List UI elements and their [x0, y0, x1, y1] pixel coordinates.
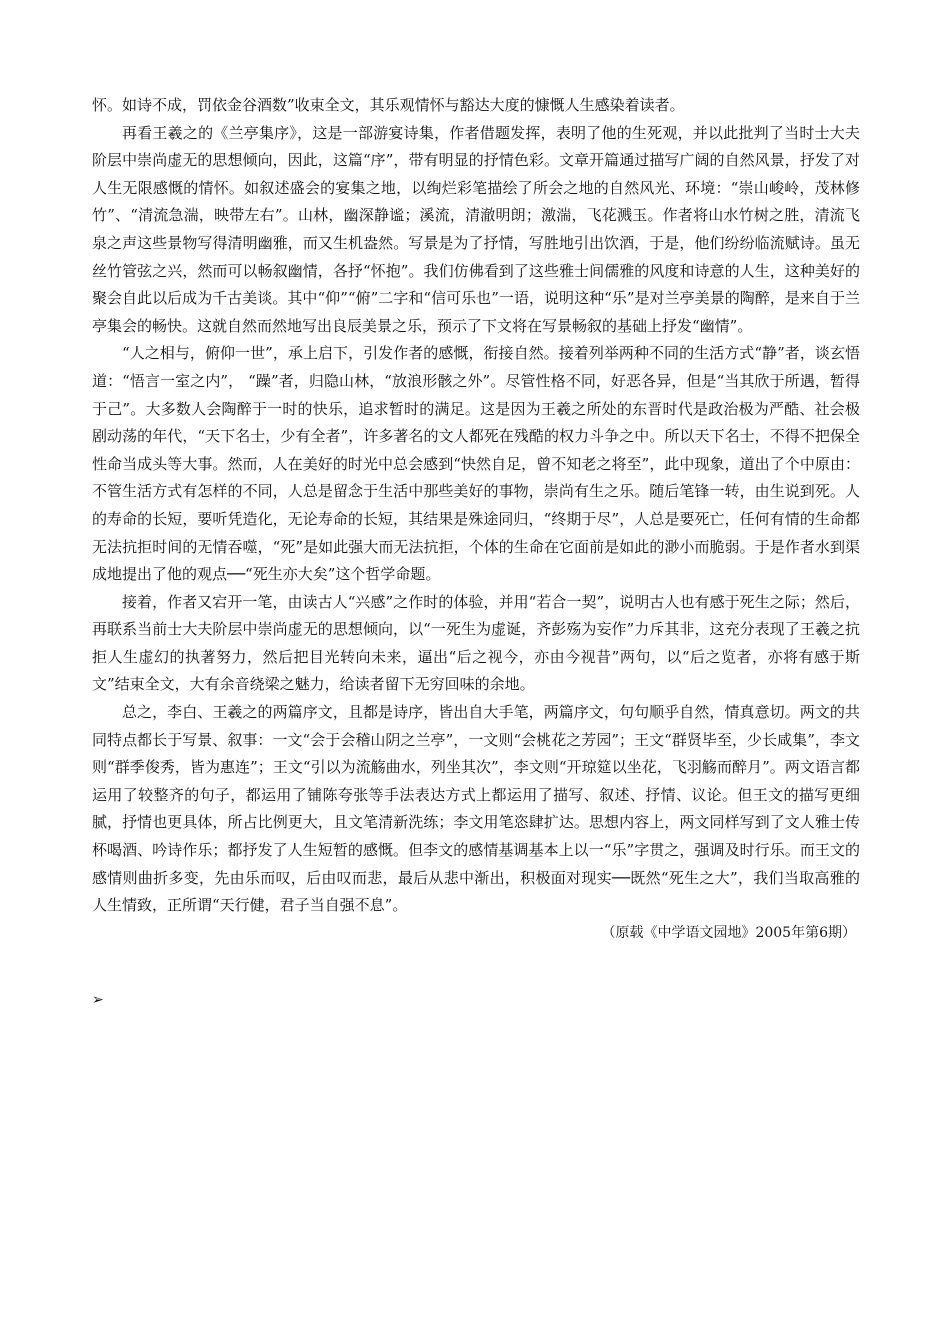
paragraph-2: 再看王羲之的《兰亭集序》，这是一部游宴诗集，作者借题发挥，表明了他的生死观，并以此批判了当时士大夫阶层中崇尚虚无的思想倾向，因此，这篇“序”，带有明显的抒情色彩。文章开篇通过描写广阔的自然风景，抒发了对人生无限感慨的情怀。如叙述盛会的宴集之地，以绚烂彩笔描绘了所会之地的自然风光、环境：“崇山峻岭，茂林修竹”、“清流急湍，映带左右”。山林，幽深静谧；溪流，清澈明朗；激湍，飞花溅玉。作者将山水竹树之胜，清流飞泉之声这些景物写得清明幽雅，而又生机盎然。写景是为了抒情，写胜地引出饮酒，于是，他们纷纷临流赋诗。虽无丝竹管弦之兴，然而可以畅叙幽情，各抒“怀抱”。我们仿佛看到了这些雅士间儒雅的风度和诗意的人生，这种美好的聚会自此以后成为千古美谈。其中“仰”“俯”二字和“信可乐也”一语，说明这种“乐”是对兰亭美景的陶醉，是来自于兰亭集会的畅快。这就自然而然地写出良辰美景之乐，预示了下文将在写景畅叙的基础上抒发“幽情”。 [92, 123, 860, 335]
paragraph-4: 接着，作者又宕开一笔，由读古人“兴感”之作时的体验，并用“若合一契”，说明古人也有感于死生之际；然后，再联系当前士大夫阶层中崇尚虚无的思想倾向，以“一死生为虚诞，齐彭殇为妄作”力斥其非，这充分表现了王羲之抗拒人生虚幻的执著努力，然后把目光转向未来，逼出“后之视今，亦由今视昔”两句，以“后之览者，亦将有感于斯文”结束全文，大有余音绕梁之魅力，给读者留下无穷回味的余地。 [92, 592, 860, 694]
source-citation: （原载《中学语文园地》2005年第6期） [601, 924, 856, 941]
paragraph-3: “人之相与，俯仰一世”，承上启下，引发作者的感慨，衔接自然。接着列举两种不同的生活方式“静”者，谈玄悟道：“悟言一室之内”， “躁”者，归隐山林，“放浪形骸之外”。尽管性格不同，好恶各异，但是“当其欣于所遇，暂得于己”。大多数人会陶醉于一时的快乐，追求暂时的满足。这是因为王羲之所处的东晋时代是政治极为严酷、社会极剧动荡的年代，“天下名士，少有全者”，许多著名的文人都死在残酷的权力斗争之中。所以天下名士，不得不把保全性命当成头等大事。然而，人在美好的时光中总会感到“快然自足，曾不知老之将至”，此中现象，道出了个中原由：不管生活方式有怎样的不同，人总是留念于生活中那些美好的事物，崇尚有生之乐。随后笔锋一转，由生说到死。人的寿命的长短，要听凭造化，无论寿命的长短，其结果是殊途同归，“终期于尽”，人总是要死亡，任何有情的生命都无法抗拒时间的无情吞噬，“死”是如此强大而无法抗拒，个体的生命在它面前是如此的渺小而脆弱。于是作者水到渠成地提出了他的观点──“死生亦大矣”这个哲学命题。 [92, 344, 860, 584]
paragraph-5: 总之，李白、王羲之的两篇序文，且都是诗序，皆出自大手笔，两篇序文，句句顺乎自然，情真意切。两文的共同特点都长于写景、叙事：一文“会于会稽山阴之兰亭”，一文则“会桃花之芳园”；王文“群贤毕至，少长咸集”，李文则“群季俊秀，皆为惠连”；王文“引以为流觞曲水，列坐其次”，李文则“开琼筵以坐花，飞羽觞而醉月”。两文语言都运用了较整齐的句子，都运用了铺陈夸张等手法表达方式上都运用了描写、叙述、抒情、议论。但王文的描写更细腻，抒情也更具体，所占比例更大，且文笔清新洗练；李文用笔恣肆扩达。思想内容上，两文同样写到了文人雅士传杯喝酒、吟诗作乐；都抒发了人生短暂的感慨。但李文的感情基调基本上以一“乐”字贯之，强调及时行乐。而王文的感情则曲折多变，先由乐而叹，后由叹而悲，最后从悲中渐出，积极面对现实──既然“死生之大”，我们当取高雅的人生情致，正所谓“天行健，君子当自强不息”。 [92, 703, 860, 915]
article-body [92, 92, 860, 947]
paragraph-1: 怀。如诗不成，罚依金谷酒数”收束全文，其乐观情怀与豁达大度的慷慨人生感染着读者。 [92, 96, 685, 114]
arrow-bullet-icon: ➢ [92, 992, 104, 1008]
